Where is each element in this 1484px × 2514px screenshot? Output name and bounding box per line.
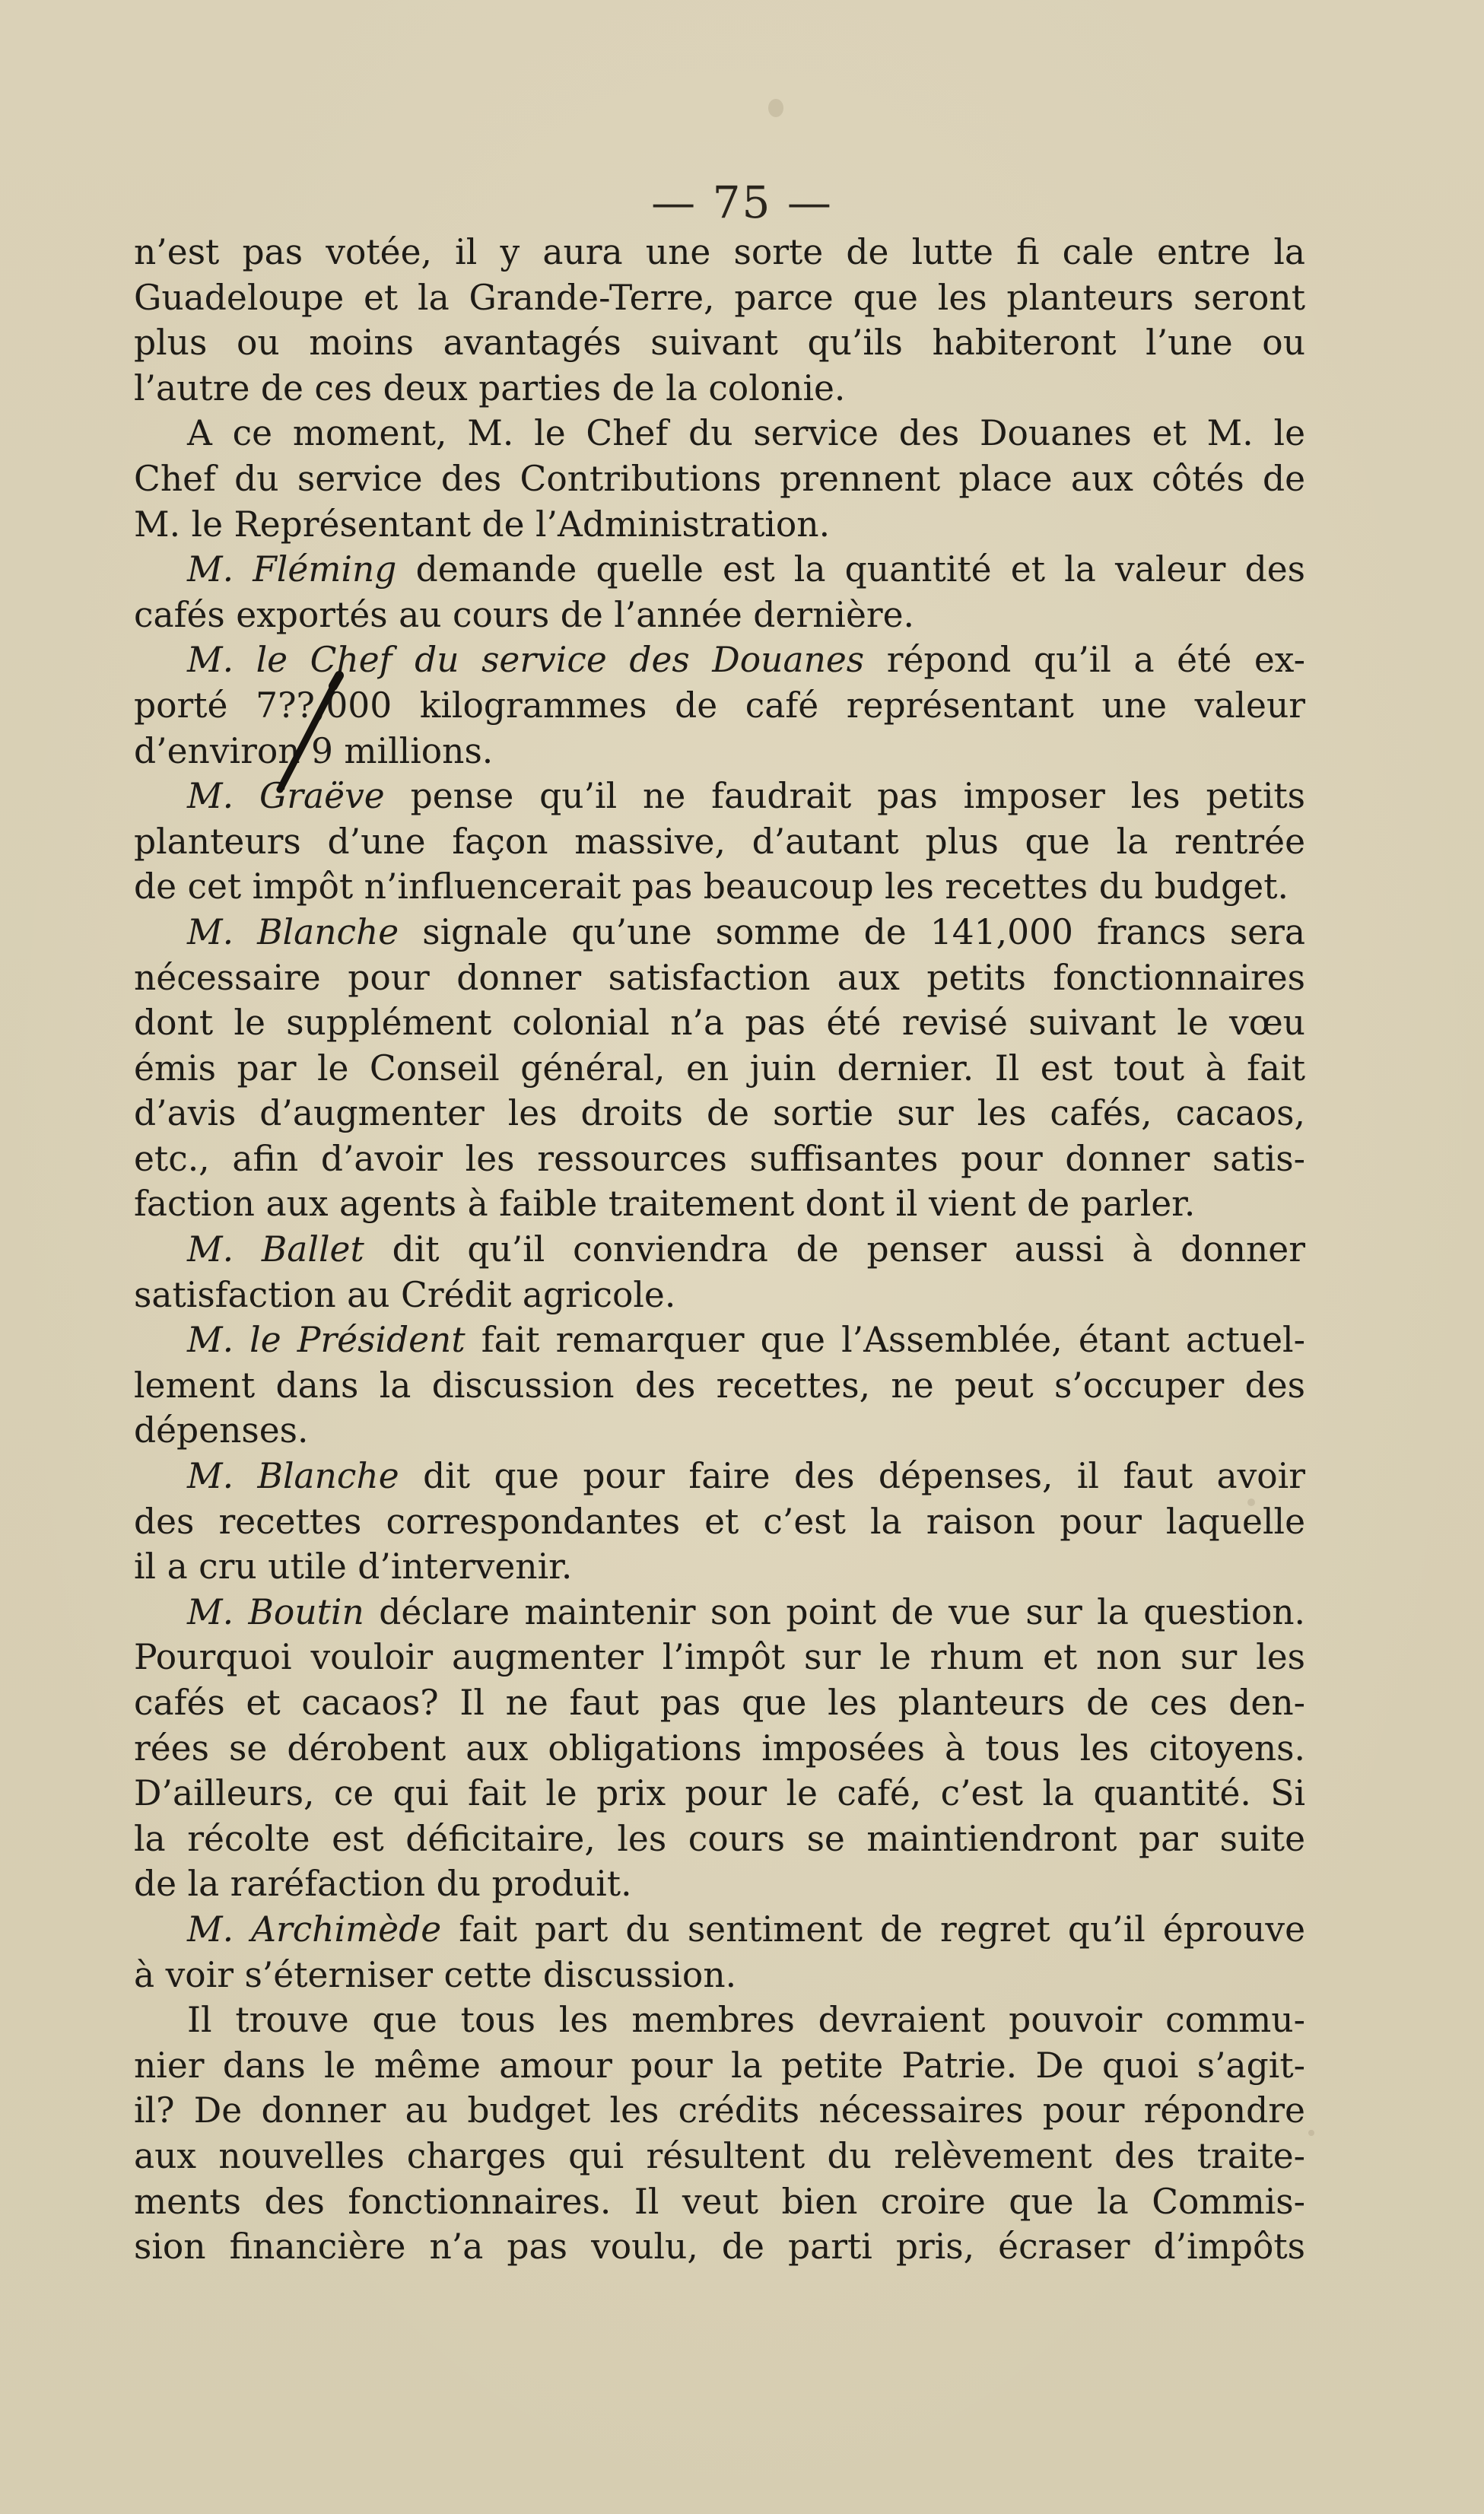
line-text: Chef du service des Contributions prennent place aux côtés de xyxy=(134,458,1305,499)
line-text: émis par le Conseil général, en juin dernier. Il est tout à fait xyxy=(134,1047,1305,1089)
line-text: demande quelle est la quantité et la valeur des xyxy=(396,549,1305,590)
line-text: de cet impôt n’influencerait pas beaucoup les recettes du budget. xyxy=(134,866,1289,907)
speaker-name: M. le Chef du service des Douanes xyxy=(187,640,865,681)
line-text: fait remarquer que l’Assemblée, étant actuel- xyxy=(465,1320,1305,1361)
line-text: pense qu’il ne faudrait pas imposer les petits xyxy=(384,776,1305,817)
line-text: rées se dérobent aux obligations imposées à tous les citoyens. xyxy=(134,1727,1305,1769)
line-text: satisfaction au Crédit agricole. xyxy=(134,1274,676,1315)
line-text: faction aux agents à faible traitement dont il vient de parler. xyxy=(134,1184,1196,1225)
line-text: sion financière n’a pas voulu, de parti pris, écraser d’impôts xyxy=(134,2226,1305,2268)
line-text: etc., afin d’avoir les ressources suffisantes pour donner satis- xyxy=(134,1138,1305,1179)
speaker-name: M. Blanche xyxy=(187,1456,399,1497)
line-text: nier dans le même amour pour la petite Patrie. De quoi s’agit- xyxy=(134,2045,1305,2086)
line-text: il a cru utile d’intervenir. xyxy=(134,1546,573,1588)
line-text: de la raréfaction du produit. xyxy=(134,1864,632,1905)
line-text: la récolte est déficitaire, les cours se maintiendront par suite xyxy=(134,1818,1305,1859)
line-text: répond qu’il a été ex- xyxy=(864,640,1305,681)
speaker-name: M. Boutin xyxy=(187,1591,364,1632)
speaker-name: M. Archimède xyxy=(187,1909,442,1950)
line-text: n’est pas votée, il y aura une sorte de lutte fi cale entre la xyxy=(134,232,1305,272)
line-text: Il trouve que tous les membres devraient pouvoir commu- xyxy=(187,2000,1305,2041)
line-text: D’ailleurs, ce qui fait le prix pour le café, c’est la quantité. Si xyxy=(134,1773,1305,1814)
line-text: M. le Représentant de l’Administration. xyxy=(134,504,831,545)
line-text: à voir s’éterniser cette discussion. xyxy=(134,1954,737,1995)
line-text: dit que pour faire des dépenses, il faut avoir xyxy=(399,1456,1305,1497)
line-text: dont le supplément colonial n’a pas été revisé suivant le vœu xyxy=(134,1003,1305,1044)
line-text: nécessaire pour donner satisfaction aux petits fonctionnaires xyxy=(134,957,1305,998)
page-number: — 75 — xyxy=(651,176,833,228)
line-text: porté 7??,000 kilogrammes de café représentant une valeur xyxy=(134,685,1305,726)
line-text: cafés exportés au cours de l’année dernière. xyxy=(134,594,915,635)
line-text: ments des fonctionnaires. Il veut bien croire que la Commis- xyxy=(134,2181,1305,2222)
line-text: plus ou moins avantagés suivant qu’ils habiteront l’une ou xyxy=(134,323,1305,364)
line-text: signale qu’une somme de 141,000 francs sera xyxy=(399,911,1305,952)
line-text: il? De donner au budget les crédits nécessaires pour répondre xyxy=(134,2090,1305,2131)
line-text: Guadeloupe et la Grande-Terre, parce que les planteurs seront xyxy=(134,277,1305,318)
line-text: A ce moment, M. le Chef du service des Douanes et M. le xyxy=(187,413,1305,454)
line-text: l’autre de ces deux parties de la colonie. xyxy=(134,367,846,408)
line-text: déclare maintenir son point de vue sur la question. xyxy=(364,1591,1305,1632)
line-text: des recettes correspondantes et c’est la raison pour laquelle xyxy=(134,1501,1305,1542)
speaker-name: M. Fléming xyxy=(187,549,397,590)
line-text: fait part du sentiment de regret qu’il éprouve xyxy=(441,1909,1305,1950)
line-text: dit qu’il conviendra de penser aussi à donner xyxy=(364,1229,1305,1270)
line-text: Pourquoi vouloir augmenter l’impôt sur le rhum et non sur les xyxy=(134,1637,1305,1678)
line-text: lement dans la discussion des recettes, ne peut s’occuper des xyxy=(134,1365,1305,1406)
line-text: planteurs d’une façon massive, d’autant plus que la rentrée xyxy=(134,821,1305,862)
line-text: cafés et cacaos? Il ne faut pas que les planteurs de ces den- xyxy=(134,1683,1305,1723)
speaker-name: M. Ballet xyxy=(187,1229,364,1270)
speaker-name: M. Graëve xyxy=(187,776,385,817)
line-text: dépenses. xyxy=(134,1410,309,1451)
line-text: d’avis d’augmenter les droits de sortie sur les cafés, cacaos, xyxy=(134,1093,1305,1134)
line-text: d’environ 9 millions. xyxy=(134,730,494,771)
line-text: aux nouvelles charges qui résultent du relèvement des traite- xyxy=(134,2135,1305,2176)
speaker-name: M. Blanche xyxy=(187,911,399,952)
speaker-name: M. le Président xyxy=(187,1320,466,1361)
